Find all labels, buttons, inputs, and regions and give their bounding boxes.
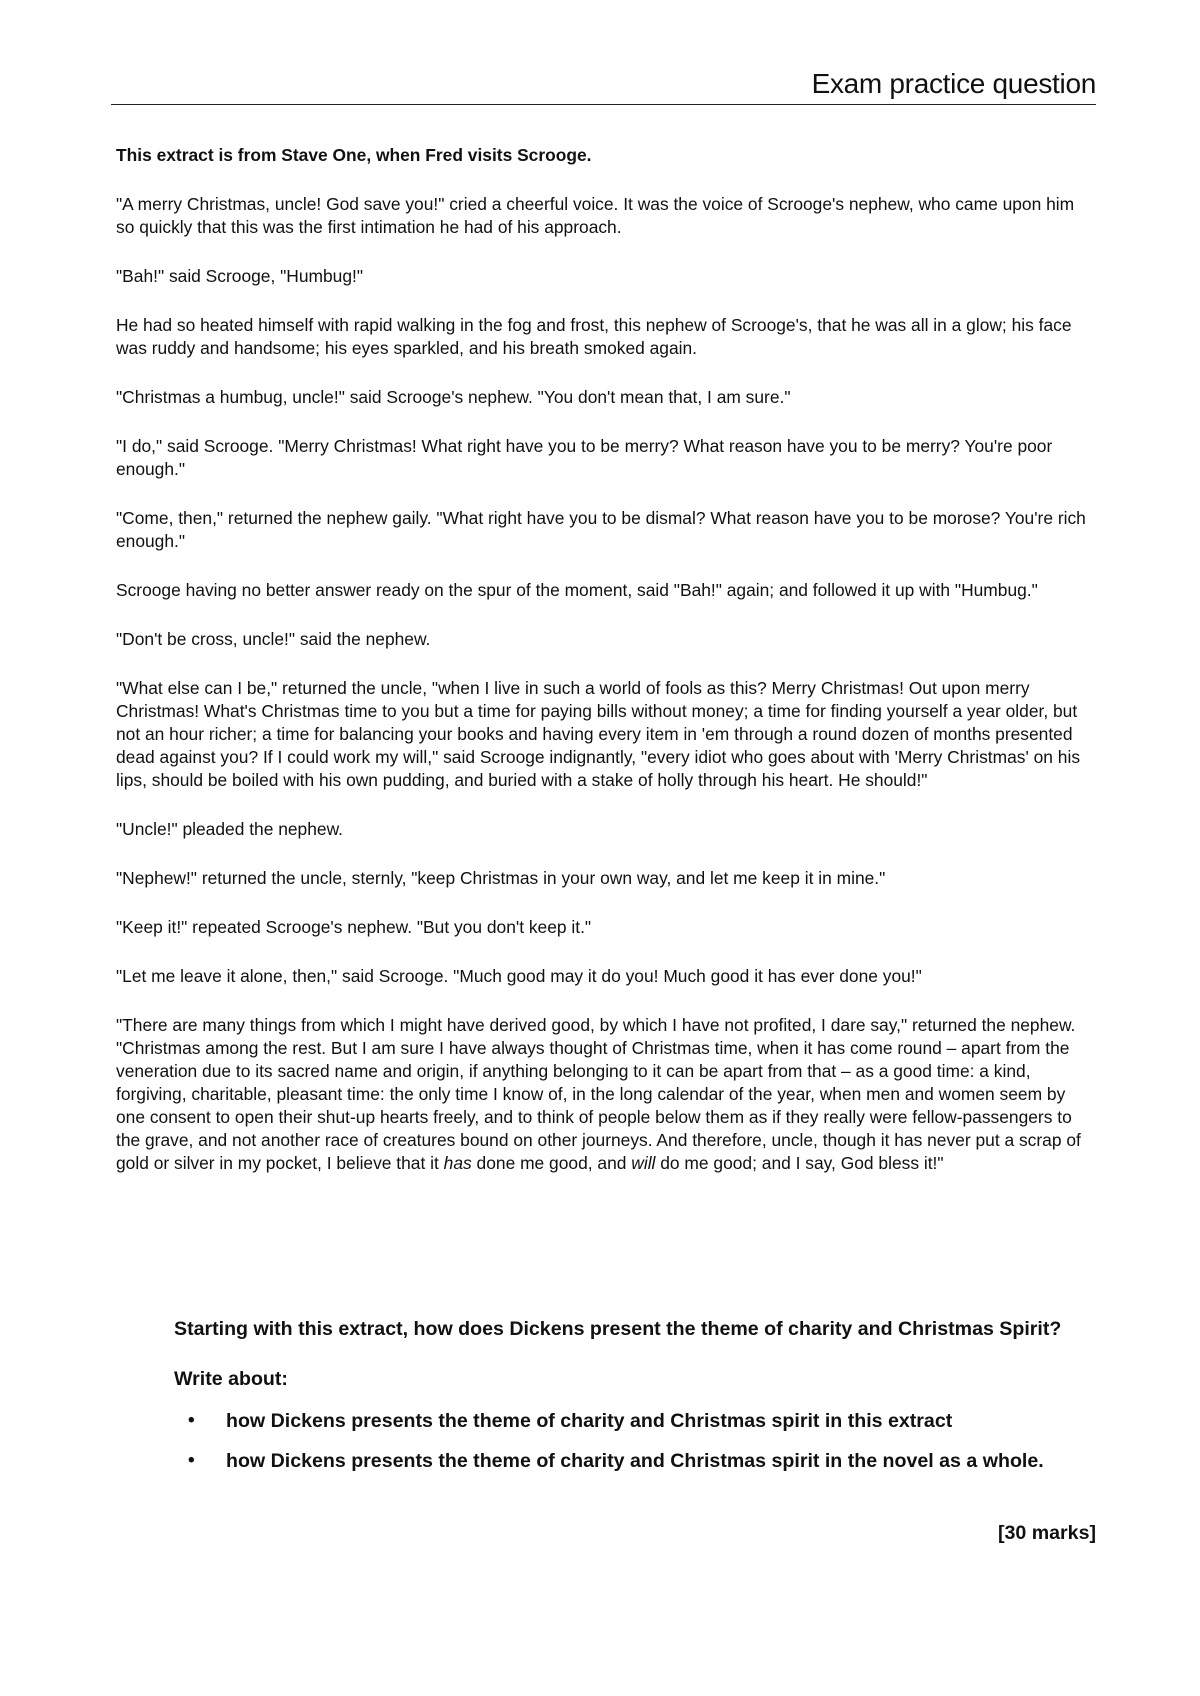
question-prompt: Starting with this extract, how does Dickens present the theme of charity and Christmas Spirit?	[174, 1318, 1062, 1340]
emphasis-will: will	[631, 1153, 656, 1173]
extract-intro: This extract is from Stave One, when Fred visits Scrooge.	[116, 145, 592, 165]
bullet-text: how Dickens presents the theme of charity and Christmas spirit in the novel as a whole.	[226, 1450, 1044, 1472]
extract-paragraph-6: "Come, then," returned the nephew gaily. "What right have you to be dismal? What reason have you to be morose? You're rich enough."	[116, 508, 1086, 551]
extract-paragraph-2: "Bah!" said Scrooge, "Humbug!"	[116, 266, 364, 286]
marks-label: [30 marks]	[997, 1522, 1096, 1544]
extract-paragraph-3: He had so heated himself with rapid walking in the fog and frost, this nephew of Scrooge's, that he was all in a glow; his face was ruddy and handsome; his eyes sparkled, and his breath smoked again.	[116, 315, 1072, 358]
extract-paragraph-11: "Nephew!" returned the uncle, sternly, "keep Christmas in your own way, and let me keep it in mine."	[116, 868, 886, 888]
paragraph-text: done me good, and	[471, 1153, 632, 1173]
exam-question	[174, 1316, 1094, 1488]
list-item	[174, 1408, 1094, 1434]
extract-paragraph-10: "Uncle!" pleaded the nephew.	[116, 819, 343, 839]
extract-body	[116, 144, 1092, 1201]
extract-paragraph-7: Scrooge having no better answer ready on the spur of the moment, said "Bah!" again; and followed it up with "Humbug."	[116, 580, 1038, 600]
bullet-text: how Dickens presents the theme of charity and Christmas spirit in this extract	[226, 1410, 953, 1432]
page-title: Exam practice question	[111, 68, 1096, 105]
emphasis-has: has	[443, 1153, 472, 1173]
paragraph-text: do me good; and I say, God bless it!"	[655, 1153, 944, 1173]
bullet-icon: •	[188, 1450, 195, 1471]
extract-paragraph-13: "Let me leave it alone, then," said Scrooge. "Much good may it do you! Much good it has ever done you!"	[116, 966, 922, 986]
paragraph-text: "There are many things from which I might have derived good, by which I have not profited, I dare say," returned the nephew. "Christmas among the rest. But I am sure I have always thought of Christmas time, when it has come round – apart from the veneration due to its sacred name and origin, if anything belonging to it can be apart from that – as a good time: a kind, forgiving, charitable, pleasant time: the only time I know of, in the long calendar of the year, when men and women seem by one consent to open their shut-up hearts freely, and to think of people below them as if they really were fellow-passengers to the grave, and not another race of creatures bound on other journeys. And therefore, uncle, though it has never put a scrap of gold or silver in my pocket, I believe that it	[116, 1015, 1081, 1173]
question-bullet-list	[174, 1408, 1094, 1474]
write-about-label: Write about:	[174, 1368, 288, 1390]
extract-paragraph-9: "What else can I be," returned the uncle, "when I live in such a world of fools as this? Merry Christmas! Out upon merry Christmas! What's Christmas time to you but a time for paying bills without money; a time for finding yourself a year older, but not an hour richer; a time for balancing your books and having every item in 'em through a round dozen of months presented dead against you? If I could work my will," said Scrooge indignantly, "every idiot who goes about with 'Merry Christmas' on his lips, should be boiled with his own pudding, and buried with a stake of holly through his heart. He should!"	[116, 678, 1081, 790]
extract-paragraph-5: "I do," said Scrooge. "Merry Christmas! What right have you to be merry? What reason have you to be merry? You're poor enough."	[116, 436, 1053, 479]
extract-paragraph-12: "Keep it!" repeated Scrooge's nephew. "But you don't keep it."	[116, 917, 592, 937]
extract-paragraph-1: "A merry Christmas, uncle! God save you!" cried a cheerful voice. It was the voice of Scrooge's nephew, who came upon him so quickly that this was the first intimation he had of his approach.	[116, 194, 1075, 237]
extract-paragraph-14	[116, 1014, 1092, 1175]
bullet-icon: •	[188, 1410, 195, 1431]
extract-paragraph-4: "Christmas a humbug, uncle!" said Scrooge's nephew. "You don't mean that, I am sure."	[116, 387, 791, 407]
extract-paragraph-8: "Don't be cross, uncle!" said the nephew.	[116, 629, 431, 649]
list-item	[174, 1448, 1094, 1474]
